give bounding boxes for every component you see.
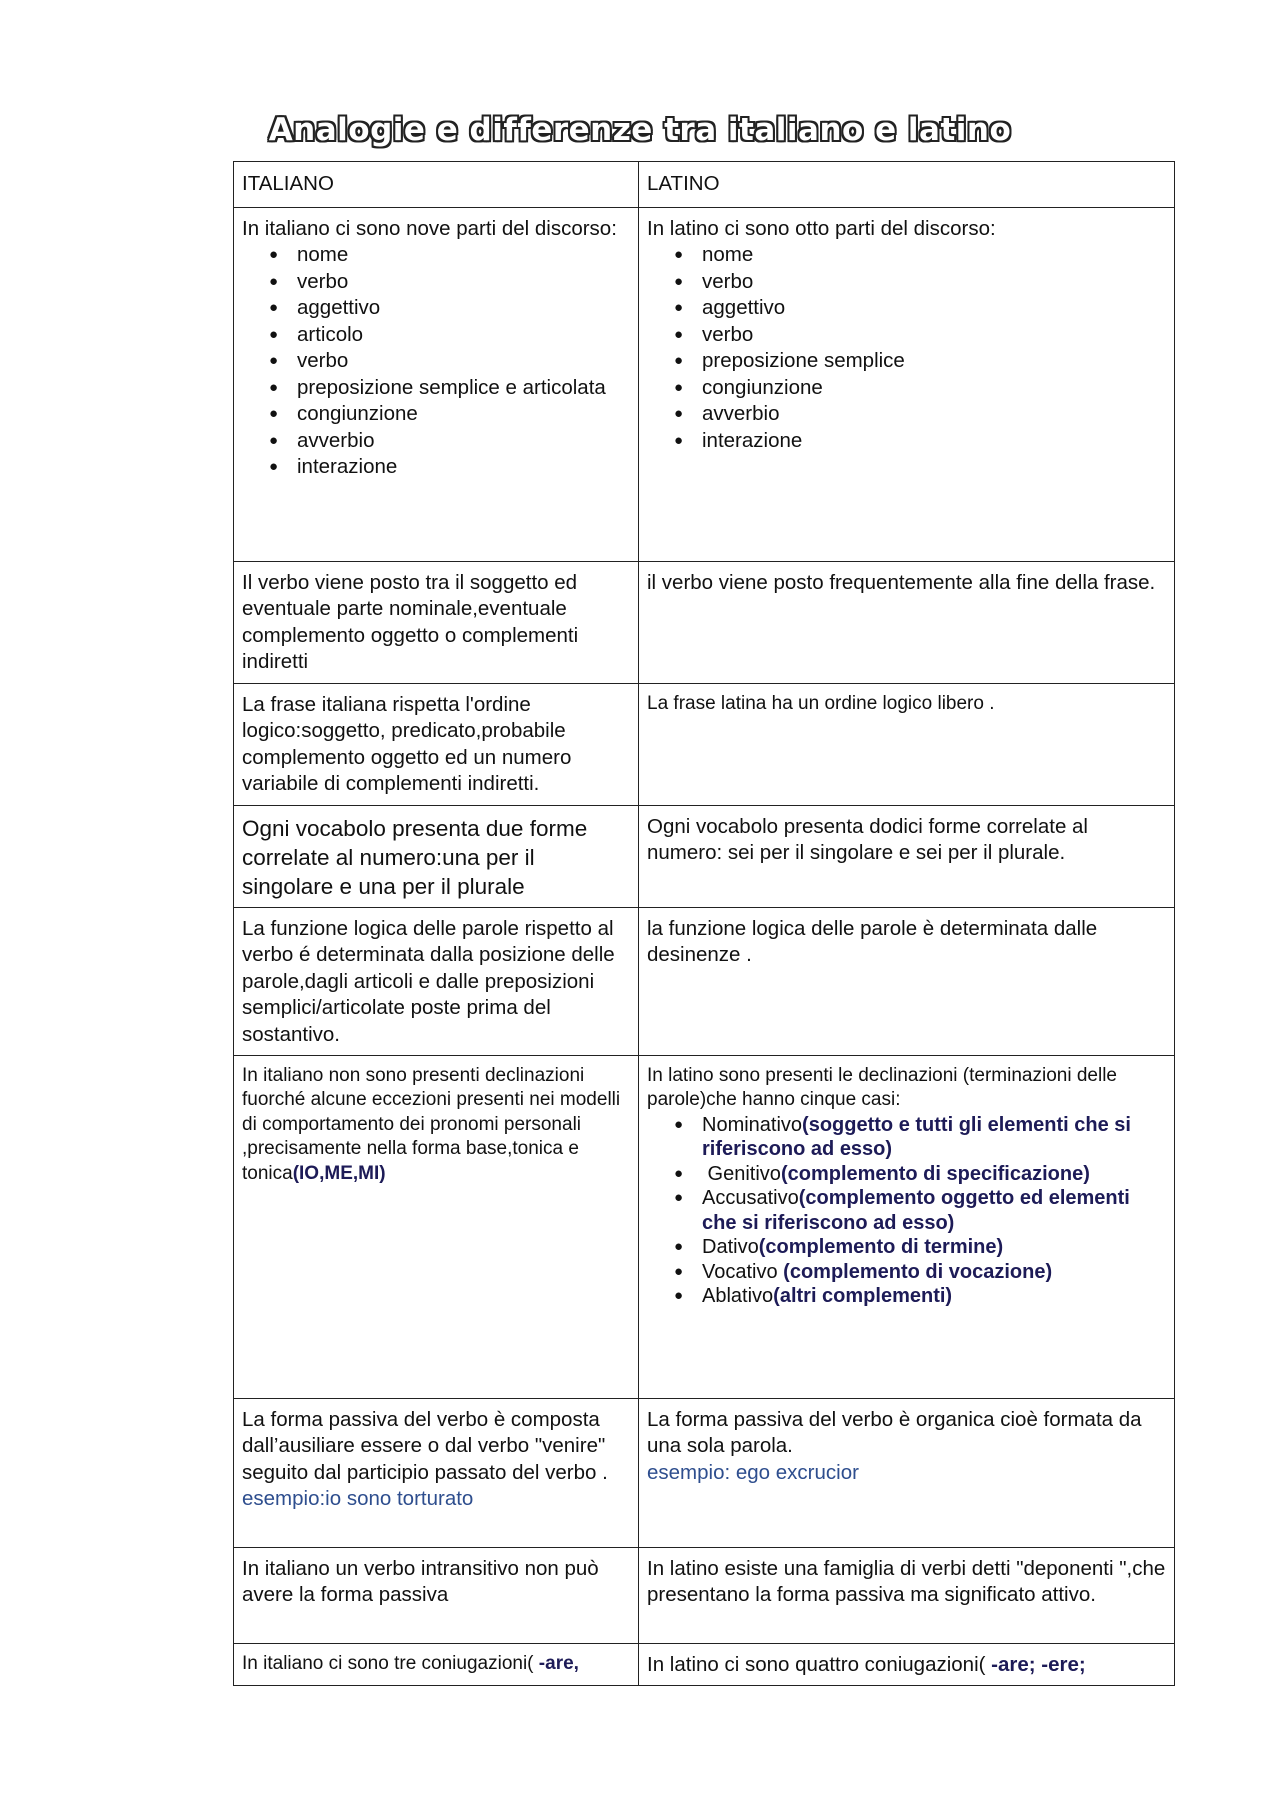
cell-text: In latino ci sono otto parti del discorso: <box>647 216 996 240</box>
case-name: Vocativo <box>702 1260 784 1283</box>
cell-text: In italiano ci sono nove parti del discorso: <box>242 216 617 240</box>
cell-text: La forma passiva del verbo è composta dall’ausiliare essere o dal verbo "venire" seguito dal participio passato del verbo . <box>242 1407 608 1484</box>
case-name: Accusativo <box>702 1187 799 1209</box>
case-description: (soggetto e tutti gli elementi che si riferiscono ad esso) <box>702 1113 1131 1160</box>
example-text: esempio: ego excrucior <box>647 1460 859 1484</box>
conjugation-endings: -are; -ere; <box>985 1652 1086 1676</box>
cell-latino <box>639 207 1175 561</box>
case-name: Nominativo <box>702 1113 803 1136</box>
cell-italiano: In italiano un verbo intransitivo non può avere la forma passiva <box>234 1547 639 1643</box>
list-item <box>702 1113 1166 1162</box>
list-item: ● interazione <box>297 454 630 481</box>
list-item: ● preposizione semplice e articolata <box>297 375 630 402</box>
cell-text: In latino ci sono quattro coniugazioni( <box>647 1652 986 1676</box>
header-italiano: ITALIANO <box>234 162 639 208</box>
case-name: Ablativo <box>702 1285 774 1307</box>
cell-latino: il verbo viene posto frequentemente alla fine della frase. <box>639 561 1175 683</box>
bullet-list <box>647 242 1166 454</box>
page-title: Analogie e differenze tra italiano e latino <box>268 112 1012 148</box>
cell-italiano <box>234 207 639 561</box>
table-header-row <box>234 162 1175 208</box>
cell-italiano <box>234 1398 639 1547</box>
conjugation-endings: -are, <box>533 1652 579 1674</box>
cell-italiano: Ogni vocabolo presenta due forme correlate al numero:una per il singolare e una per il plurale <box>234 805 639 907</box>
table-row <box>234 907 1175 1055</box>
cell-italiano <box>234 1055 639 1398</box>
list-item: ● avverbio <box>297 428 630 455</box>
cell-italiano: La funzione logica delle parole rispetto al verbo é determinata dalla posizione delle parole,dagli articoli e dalle preposizioni semplici/articolate poste prima del sostantivo. <box>234 907 639 1055</box>
list-item: ● aggettivo <box>702 295 1166 322</box>
list-item: ● verbo <box>297 348 630 375</box>
list-item: ● aggettivo <box>297 295 630 322</box>
case-description: (complemento oggetto ed elementi che si riferiscono ad esso) <box>702 1187 1130 1234</box>
list-item <box>702 1162 1166 1187</box>
cell-text: In latino sono presenti le declinazioni (terminazioni delle parole)che hanno cinque casi: <box>647 1064 1117 1110</box>
list-item: ● interazione <box>702 428 1166 455</box>
list-item <box>702 1235 1166 1260</box>
cell-latino <box>639 1398 1175 1547</box>
list-item: ● verbo <box>702 322 1166 349</box>
example-text: esempio:io sono torturato <box>242 1487 474 1510</box>
bullet-list <box>242 242 630 481</box>
cases-list <box>647 1113 1166 1309</box>
list-item: ● avverbio <box>702 401 1166 428</box>
case-description: (complemento di specificazione) <box>780 1162 1090 1185</box>
list-item: ● preposizione semplice <box>702 348 1166 375</box>
list-item <box>702 1284 1166 1309</box>
cell-latino: La frase latina ha un ordine logico libero . <box>639 683 1175 805</box>
list-item: ● congiunzione <box>702 375 1166 402</box>
list-item: ● nome <box>702 242 1166 269</box>
cell-text: In italiano non sono presenti declinazioni fuorché alcune eccezioni presenti nei modelli di comportamento dei pronomi personali ,precisamente nella forma base,tonica e tonica <box>242 1064 621 1184</box>
list-item: ● nome <box>297 242 630 269</box>
cell-italiano: Il verbo viene posto tra il soggetto ed eventuale parte nominale,eventuale complemento oggetto o complementi indiretti <box>234 561 639 683</box>
list-item: ● articolo <box>297 322 630 349</box>
cell-latino: la funzione logica delle parole è determinata dalle desinenze . <box>639 907 1175 1055</box>
table-row <box>234 805 1175 907</box>
case-description: (complemento di termine) <box>758 1236 1004 1258</box>
pronouns-highlight: (IO,ME,MI) <box>292 1162 386 1184</box>
case-description: (complemento di vocazione) <box>783 1260 1053 1283</box>
cell-text: La forma passiva del verbo è organica cioè formata da una sola parola. <box>647 1407 1142 1457</box>
cell-latino: Ogni vocabolo presenta dodici forme correlate al numero: sei per il singolare e sei per il plurale. <box>639 805 1175 907</box>
table-row <box>234 207 1175 561</box>
cell-italiano: La frase italiana rispetta l'ordine logico:soggetto, predicato,probabile complemento oggetto ed un numero variabile di complementi indiretti. <box>234 683 639 805</box>
cell-italiano <box>234 1643 639 1685</box>
cell-latino: In latino esiste una famiglia di verbi detti "deponenti ",che presentano la forma passiva ma significato attivo. <box>639 1547 1175 1643</box>
cell-text: In italiano ci sono tre coniugazioni( <box>242 1652 534 1674</box>
table-row <box>234 1055 1175 1398</box>
list-item: ● verbo <box>297 269 630 296</box>
list-item: ● congiunzione <box>297 401 630 428</box>
table-row <box>234 1398 1175 1547</box>
case-name: Genitivo <box>702 1162 781 1185</box>
case-name: Dativo <box>702 1236 759 1258</box>
table-row <box>234 561 1175 683</box>
comparison-table <box>233 161 1175 1686</box>
table-row <box>234 1643 1175 1685</box>
list-item: ● verbo <box>702 269 1166 296</box>
cell-latino <box>639 1643 1175 1685</box>
header-latino: LATINO <box>639 162 1175 208</box>
cell-latino <box>639 1055 1175 1398</box>
table-row <box>234 1547 1175 1643</box>
list-item <box>702 1186 1166 1235</box>
list-item <box>702 1260 1166 1285</box>
table-row <box>234 683 1175 805</box>
case-description: (altri complementi) <box>773 1285 953 1307</box>
